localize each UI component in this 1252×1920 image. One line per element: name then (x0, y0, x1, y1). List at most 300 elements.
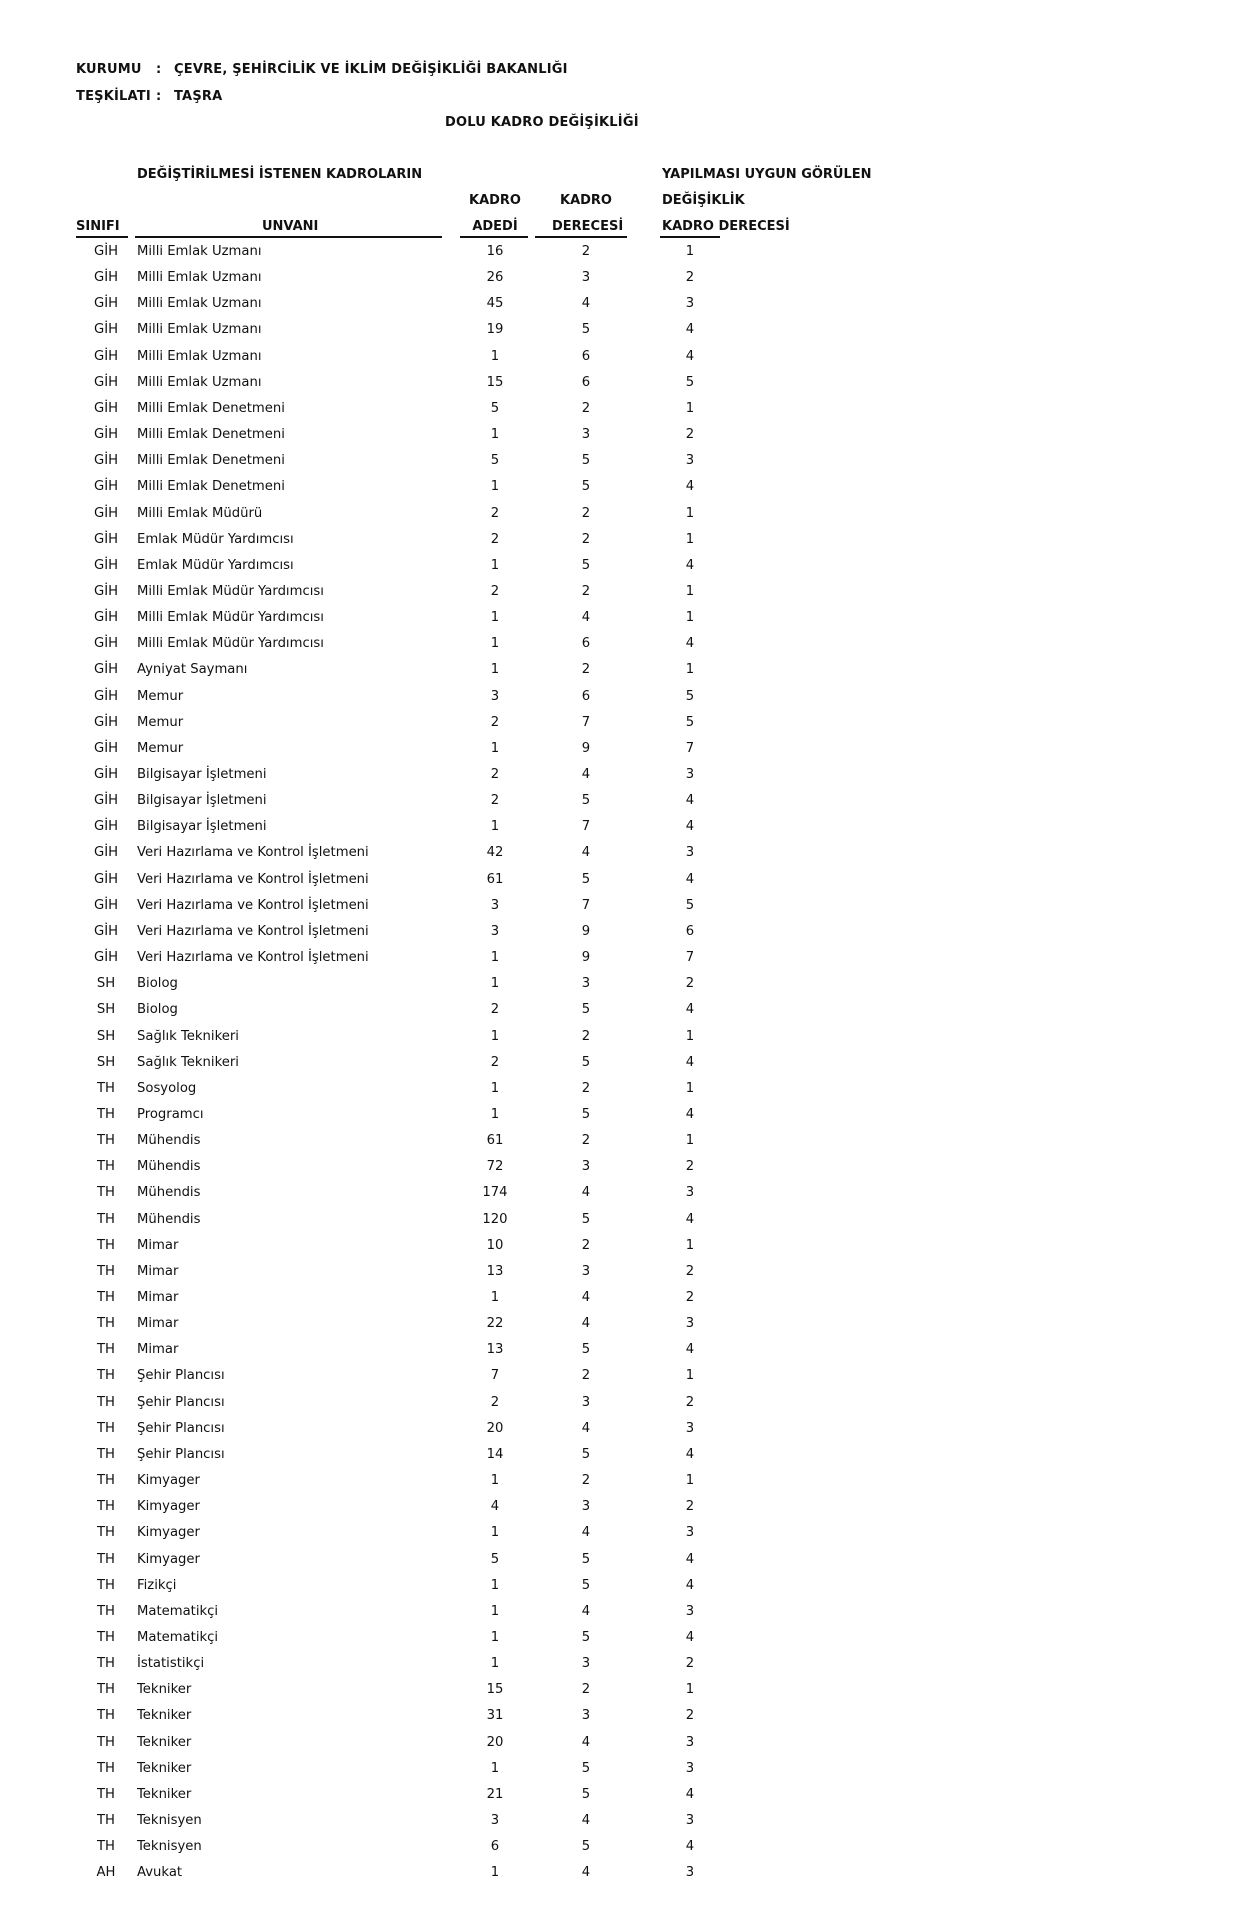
yeni-derece-cell: 4 (685, 1839, 695, 1855)
kadro-derecesi-cell: 2 (581, 244, 591, 259)
unvan-cell: Sağlık Teknikeri (137, 1054, 239, 1070)
kadro-derecesi-cell: 5 (581, 1054, 591, 1070)
sinif-cell: GİH (93, 897, 119, 913)
sinif-cell: AH (96, 1865, 116, 1881)
unvan-cell: Matematikçi (137, 1629, 219, 1645)
table-row (0, 1578, 1252, 1604)
unvan-cell: Emlak Müdür Yardımcısı (137, 531, 294, 547)
table-row (0, 1735, 1252, 1761)
sinif-cell: SH (96, 1054, 116, 1070)
yeni-derece-cell: 2 (685, 1656, 695, 1672)
kadro-derecesi-cell: 4 (581, 767, 591, 782)
sinif-cell: TH (97, 1106, 115, 1122)
unvan-cell: Teknisyen (137, 1813, 202, 1828)
kadro-adedi-cell: 1 (490, 1473, 500, 1489)
table-row (0, 715, 1252, 741)
unvan-cell: Memur (137, 740, 184, 756)
kadro-adedi-cell: 1 (490, 1656, 500, 1672)
sinif-cell: TH (97, 1525, 115, 1541)
table-row (0, 1604, 1252, 1630)
table-row (0, 1081, 1252, 1107)
sinif-cell: GİH (93, 322, 119, 338)
kadro-derecesi-cell: 3 (581, 1394, 591, 1410)
sinif-cell: TH (97, 1656, 115, 1672)
kadro-adedi-cell: 1 (490, 819, 500, 835)
table-row (0, 479, 1252, 505)
unvan-cell: Milli Emlak Denetmeni (137, 479, 285, 495)
yeni-derece-cell: 2 (685, 1159, 695, 1175)
yeni-derece-cell: 3 (685, 1813, 695, 1828)
unvan-cell: Milli Emlak Uzmanı (137, 270, 262, 286)
kadro-adedi-cell: 174 (482, 1185, 508, 1201)
kadro-derecesi-cell: 2 (581, 1473, 591, 1489)
kadro-derecesi-cell: 5 (581, 1002, 591, 1018)
unvan-cell: Kimyager (137, 1551, 200, 1567)
kadro-adedi-cell: 45 (486, 296, 504, 312)
kadro-adedi-cell: 26 (486, 270, 504, 286)
kadro-derecesi-cell: 2 (581, 1682, 591, 1698)
sinif-cell: TH (97, 1839, 115, 1855)
unvan-cell: Tekniker (137, 1682, 192, 1698)
yeni-derece-cell: 4 (685, 871, 695, 887)
unvan-cell: Sağlık Teknikeri (137, 1028, 239, 1044)
kadro-derecesi-cell: 5 (581, 322, 591, 338)
yeni-derece-cell: 4 (685, 1106, 695, 1122)
yeni-derece-cell: 2 (685, 1394, 695, 1410)
unvan-cell: Ayniyat Saymanı (137, 662, 248, 678)
table-row (0, 375, 1252, 401)
kadro-derecesi-cell: 6 (581, 374, 591, 390)
kadro-derecesi-cell: 5 (581, 1446, 591, 1462)
sinif-cell: GİH (93, 270, 119, 286)
unvan-cell: Tekniker (137, 1786, 192, 1802)
unvan-cell: Mimar (137, 1316, 179, 1332)
kadro-adedi-cell: 13 (486, 1263, 504, 1279)
sinif-cell: TH (97, 1237, 115, 1253)
kadro-adedi-cell: 2 (490, 1002, 500, 1018)
kadro-adedi-cell: 31 (486, 1708, 504, 1724)
yeni-derece-cell: 3 (685, 453, 695, 469)
kadro-adedi-header-1: KADRO (469, 193, 521, 208)
unvan-cell: Mimar (137, 1290, 179, 1305)
yeni-derece-cell: 2 (685, 1499, 695, 1515)
kadro-adedi-cell: 2 (490, 531, 500, 547)
unvan-cell: Mühendis (137, 1159, 201, 1175)
sinif-cell: TH (97, 1394, 115, 1410)
sinif-cell: TH (97, 1577, 115, 1593)
kadro-derecesi-cell: 4 (581, 1603, 591, 1619)
unvan-cell: Biolog (137, 976, 178, 992)
kadro-derecesi-cell: 4 (581, 1185, 591, 1201)
unvan-cell: Tekniker (137, 1734, 192, 1750)
unvan-cell: Tekniker (137, 1708, 192, 1724)
kadro-adedi-cell: 1 (490, 740, 500, 756)
kadro-derecesi-cell: 5 (581, 557, 591, 573)
unvan-cell: Milli Emlak Uzmanı (137, 322, 262, 338)
table-row (0, 1185, 1252, 1211)
kadro-derecesi-cell: 3 (581, 427, 591, 443)
unvan-cell: Mimar (137, 1342, 179, 1358)
kadro-derecesi-cell: 7 (581, 897, 591, 913)
kadro-adedi-cell: 1 (490, 1760, 500, 1776)
kadro-derecesi-header-2: DERECESİ (552, 219, 624, 234)
yeni-derece-cell: 1 (685, 531, 695, 547)
yeni-derece-cell: 1 (685, 1368, 695, 1384)
unvan-cell: Milli Emlak Müdür Yardımcısı (137, 583, 324, 599)
table-row (0, 1839, 1252, 1865)
unvan-cell: Bilgisayar İşletmeni (137, 819, 267, 835)
teskilati-value: TAŞRA (174, 89, 223, 104)
unvan-cell: Mimar (137, 1263, 179, 1279)
table-row (0, 244, 1252, 270)
unvan-cell: Milli Emlak Müdür Yardımcısı (137, 610, 324, 626)
kadro-derecesi-cell: 3 (581, 1159, 591, 1175)
sinif-cell: TH (97, 1551, 115, 1567)
yeni-derece-cell: 2 (685, 1290, 695, 1305)
kadro-adedi-cell: 1 (490, 636, 500, 652)
unvan-cell: Mimar (137, 1237, 179, 1253)
table-row (0, 689, 1252, 715)
kadro-adedi-cell: 20 (486, 1734, 504, 1750)
yeni-derece-cell: 3 (685, 296, 695, 312)
kadro-adedi-cell: 1 (490, 1106, 500, 1122)
unvan-cell: Milli Emlak Uzmanı (137, 348, 262, 364)
kadro-derecesi-underline (535, 236, 627, 238)
table-row (0, 1656, 1252, 1682)
kadro-derecesi-cell: 4 (581, 845, 591, 861)
kadro-derecesi-cell: 2 (581, 531, 591, 547)
kadro-adedi-cell: 1 (490, 557, 500, 573)
kurumu-value: ÇEVRE, ŞEHİRCİLİK VE İKLİM DEĞİŞİKLİĞİ BAKANLIĞI (174, 62, 568, 77)
kadro-adedi-underline (460, 236, 528, 238)
yeni-derece-cell: 4 (685, 1551, 695, 1567)
sinif-cell: TH (97, 1603, 115, 1619)
sinif-cell: TH (97, 1211, 115, 1227)
sinif-cell: GİH (93, 583, 119, 599)
sinif-cell: GİH (93, 688, 119, 704)
yeni-derece-cell: 1 (685, 1028, 695, 1044)
sinif-cell: SH (96, 976, 116, 992)
kadro-adedi-cell: 1 (490, 1290, 500, 1305)
yeni-derece-cell: 4 (685, 819, 695, 835)
yeni-derece-cell: 7 (685, 950, 695, 966)
kadro-derecesi-cell: 5 (581, 1577, 591, 1593)
sinif-cell: TH (97, 1080, 115, 1096)
kadro-adedi-cell: 14 (486, 1446, 504, 1462)
kadro-derecesi-cell: 2 (581, 1133, 591, 1149)
yeni-derece-cell: 3 (685, 767, 695, 782)
yeni-derece-cell: 2 (685, 1708, 695, 1724)
unvan-cell: Memur (137, 714, 184, 730)
kadro-derecesi-cell: 2 (581, 662, 591, 678)
sinif-cell: TH (97, 1734, 115, 1750)
kadro-derecesi-cell: 2 (581, 505, 591, 521)
kadro-derecesi-cell: 3 (581, 976, 591, 992)
table-row (0, 898, 1252, 924)
unvan-cell: Kimyager (137, 1499, 200, 1515)
yeni-derece-cell: 4 (685, 1211, 695, 1227)
kadro-derecesi-header-1: KADRO (560, 193, 612, 208)
kadro-derecesi-cell: 4 (581, 296, 591, 312)
yeni-derece-cell: 4 (685, 479, 695, 495)
kadro-derecesi-cell: 7 (581, 819, 591, 835)
sinif-cell: TH (97, 1629, 115, 1645)
table-row (0, 427, 1252, 453)
unvan-cell: Veri Hazırlama ve Kontrol İşletmeni (137, 923, 369, 939)
table-row (0, 1787, 1252, 1813)
unvan-cell: Şehir Plancısı (137, 1446, 225, 1462)
sinif-cell: GİH (93, 819, 119, 835)
table-row (0, 1865, 1252, 1891)
sinif-cell: TH (97, 1446, 115, 1462)
yeni-derece-cell: 1 (685, 610, 695, 626)
kadro-derecesi-cell: 5 (581, 793, 591, 809)
unvan-cell: Bilgisayar İşletmeni (137, 767, 267, 782)
unvan-cell: Sosyolog (137, 1080, 197, 1096)
kadro-derecesi-cell: 7 (581, 714, 591, 730)
kadro-derecesi-cell: 3 (581, 1263, 591, 1279)
kadro-adedi-cell: 19 (486, 322, 504, 338)
table-row (0, 1055, 1252, 1081)
table-row (0, 1107, 1252, 1133)
table-row (0, 1212, 1252, 1238)
sinif-cell: TH (97, 1682, 115, 1698)
sinif-cell: TH (97, 1786, 115, 1802)
sinifi-underline (76, 236, 128, 238)
sinif-cell: TH (97, 1760, 115, 1776)
sinif-cell: GİH (93, 427, 119, 443)
kadro-adedi-cell: 2 (490, 505, 500, 521)
unvan-cell: Veri Hazırlama ve Kontrol İşletmeni (137, 871, 369, 887)
kadro-derecesi-cell: 2 (581, 1237, 591, 1253)
kadro-adedi-cell: 4 (490, 1499, 500, 1515)
sinif-cell: SH (96, 1002, 116, 1018)
unvan-cell: Veri Hazırlama ve Kontrol İşletmeni (137, 950, 369, 966)
table-row (0, 349, 1252, 375)
table-row (0, 662, 1252, 688)
table-row (0, 296, 1252, 322)
yeni-derece-cell: 3 (685, 1525, 695, 1541)
yeni-derece-cell: 1 (685, 1080, 695, 1096)
table-row (0, 1002, 1252, 1028)
table-row (0, 1708, 1252, 1734)
yeni-derece-cell: 2 (685, 270, 695, 286)
sinif-cell: GİH (93, 374, 119, 390)
table-row (0, 819, 1252, 845)
sinif-cell: TH (97, 1159, 115, 1175)
yeni-derece-cell: 1 (685, 1682, 695, 1698)
kadro-adedi-cell: 5 (490, 453, 500, 469)
sinif-cell: TH (97, 1499, 115, 1515)
unvan-cell: Milli Emlak Uzmanı (137, 374, 262, 390)
kadro-adedi-cell: 1 (490, 1028, 500, 1044)
unvan-cell: Programcı (137, 1106, 204, 1122)
table-row (0, 453, 1252, 479)
unvan-cell: Milli Emlak Müdür Yardımcısı (137, 636, 324, 652)
yeni-derece-cell: 3 (685, 845, 695, 861)
yeni-derece-cell: 5 (685, 714, 695, 730)
table-row (0, 1238, 1252, 1264)
kadro-adedi-cell: 1 (490, 976, 500, 992)
sinif-cell: GİH (93, 348, 119, 364)
kadro-adedi-cell: 2 (490, 793, 500, 809)
kadro-adedi-cell: 72 (486, 1159, 504, 1175)
teskilati-label: TEŞKİLATI (76, 89, 151, 104)
unvan-cell: Milli Emlak Denetmeni (137, 400, 285, 416)
kadro-derecesi-cell: 9 (581, 740, 591, 756)
sinif-cell: GİH (93, 714, 119, 730)
yeni-derece-cell: 1 (685, 1133, 695, 1149)
sinif-cell: GİH (93, 400, 119, 416)
yeni-derece-cell: 5 (685, 897, 695, 913)
yeni-derece-cell: 4 (685, 1786, 695, 1802)
yeni-derece-cell: 3 (685, 1603, 695, 1619)
kadro-adedi-header-2: ADEDİ (472, 219, 518, 234)
kadro-adedi-cell: 3 (490, 1813, 500, 1828)
unvan-cell: Milli Emlak Uzmanı (137, 244, 262, 259)
teskilati-separator: : (156, 89, 162, 104)
kadro-adedi-cell: 2 (490, 1054, 500, 1070)
yeni-derece-cell: 4 (685, 793, 695, 809)
table-row (0, 1159, 1252, 1185)
kadro-adedi-cell: 13 (486, 1342, 504, 1358)
unvan-cell: Memur (137, 688, 184, 704)
kadro-adedi-cell: 20 (486, 1420, 504, 1436)
kadro-derecesi-cell: 5 (581, 1629, 591, 1645)
kurumu-label: KURUMU (76, 62, 142, 77)
document-title: DOLU KADRO DEĞİŞİKLİĞİ (445, 115, 639, 130)
unvan-cell: Fizikçi (137, 1577, 177, 1593)
unvan-cell: Şehir Plancısı (137, 1394, 225, 1410)
table-row (0, 1473, 1252, 1499)
kurumu-separator: : (156, 62, 162, 77)
sinif-cell: TH (97, 1185, 115, 1201)
kadro-adedi-cell: 10 (486, 1237, 504, 1253)
yeni-derece-cell: 6 (685, 923, 695, 939)
table-row (0, 1368, 1252, 1394)
group-header-right-2: DEĞİŞİKLİK (662, 193, 745, 208)
table-row (0, 1447, 1252, 1473)
yeni-derece-cell: 3 (685, 1760, 695, 1776)
table-row (0, 1552, 1252, 1578)
kadro-derecesi-cell: 6 (581, 636, 591, 652)
yeni-derece-cell: 4 (685, 1342, 695, 1358)
unvan-cell: Bilgisayar İşletmeni (137, 793, 267, 809)
kadro-adedi-cell: 1 (490, 427, 500, 443)
sinif-cell: GİH (93, 244, 119, 259)
unvan-cell: Mühendis (137, 1185, 201, 1201)
sinif-cell: SH (96, 1028, 116, 1044)
kadro-derecesi-cell: 5 (581, 479, 591, 495)
table-row (0, 1133, 1252, 1159)
table-row (0, 610, 1252, 636)
kadro-adedi-cell: 1 (490, 610, 500, 626)
unvani-underline (135, 236, 442, 238)
kadro-derecesi-cell: 2 (581, 1368, 591, 1384)
kadro-derecesi-cell: 5 (581, 1839, 591, 1855)
kadro-derecesi-cell: 9 (581, 923, 591, 939)
table-row (0, 1525, 1252, 1551)
yeni-derece-header: KADRO DERECESİ (662, 219, 790, 234)
unvan-cell: Şehir Plancısı (137, 1368, 225, 1384)
table-row (0, 924, 1252, 950)
table-row (0, 845, 1252, 871)
kadro-derecesi-cell: 2 (581, 1080, 591, 1096)
kadro-derecesi-cell: 6 (581, 688, 591, 704)
sinif-cell: TH (97, 1473, 115, 1489)
kadro-adedi-cell: 1 (490, 348, 500, 364)
unvan-cell: İstatistikçi (137, 1656, 205, 1672)
yeni-derece-cell: 4 (685, 322, 695, 338)
table-row (0, 1342, 1252, 1368)
kadro-adedi-cell: 1 (490, 1525, 500, 1541)
kadro-adedi-cell: 120 (482, 1211, 508, 1227)
yeni-derece-cell: 4 (685, 636, 695, 652)
sinif-cell: GİH (93, 296, 119, 312)
kadro-derecesi-cell: 5 (581, 1551, 591, 1567)
table-row (0, 532, 1252, 558)
table-row (0, 1316, 1252, 1342)
kadro-adedi-cell: 5 (490, 1551, 500, 1567)
yeni-derece-cell: 2 (685, 976, 695, 992)
kadro-adedi-cell: 1 (490, 479, 500, 495)
unvan-cell: Milli Emlak Müdürü (137, 505, 263, 521)
table-row (0, 1290, 1252, 1316)
sinif-cell: GİH (93, 531, 119, 547)
kadro-derecesi-cell: 2 (581, 583, 591, 599)
yeni-derece-cell: 5 (685, 688, 695, 704)
table-row (0, 1682, 1252, 1708)
kadro-adedi-cell: 3 (490, 923, 500, 939)
table-row (0, 558, 1252, 584)
unvan-cell: Veri Hazırlama ve Kontrol İşletmeni (137, 845, 369, 861)
unvan-cell: Milli Emlak Denetmeni (137, 453, 285, 469)
sinif-cell: TH (97, 1420, 115, 1436)
kadro-derecesi-cell: 2 (581, 1028, 591, 1044)
yeni-derece-cell: 1 (685, 1473, 695, 1489)
yeni-derece-cell: 1 (685, 505, 695, 521)
kadro-derecesi-cell: 4 (581, 1525, 591, 1541)
kadro-derecesi-cell: 4 (581, 610, 591, 626)
yeni-derece-cell: 3 (685, 1865, 695, 1881)
yeni-derece-cell: 3 (685, 1185, 695, 1201)
unvan-cell: Biolog (137, 1002, 178, 1018)
sinif-cell: GİH (93, 453, 119, 469)
kadro-derecesi-cell: 4 (581, 1290, 591, 1305)
kadro-derecesi-cell: 4 (581, 1734, 591, 1750)
table-row (0, 741, 1252, 767)
kadro-adedi-cell: 61 (486, 1133, 504, 1149)
kadro-adedi-cell: 1 (490, 1865, 500, 1881)
table-row (0, 506, 1252, 532)
sinif-cell: GİH (93, 740, 119, 756)
unvan-cell: Teknisyen (137, 1839, 202, 1855)
kadro-adedi-cell: 2 (490, 714, 500, 730)
table-row (0, 1761, 1252, 1787)
kadro-adedi-cell: 15 (486, 1682, 504, 1698)
table-row (0, 976, 1252, 1002)
unvan-cell: Milli Emlak Denetmeni (137, 427, 285, 443)
table-row (0, 322, 1252, 348)
kadro-adedi-cell: 21 (486, 1786, 504, 1802)
unvan-cell: Emlak Müdür Yardımcısı (137, 557, 294, 573)
kadro-derecesi-cell: 5 (581, 1106, 591, 1122)
kadro-adedi-cell: 6 (490, 1839, 500, 1855)
kadro-adedi-cell: 1 (490, 1603, 500, 1619)
kadro-derecesi-cell: 3 (581, 1499, 591, 1515)
unvan-cell: Matematikçi (137, 1603, 219, 1619)
table-row (0, 1630, 1252, 1656)
